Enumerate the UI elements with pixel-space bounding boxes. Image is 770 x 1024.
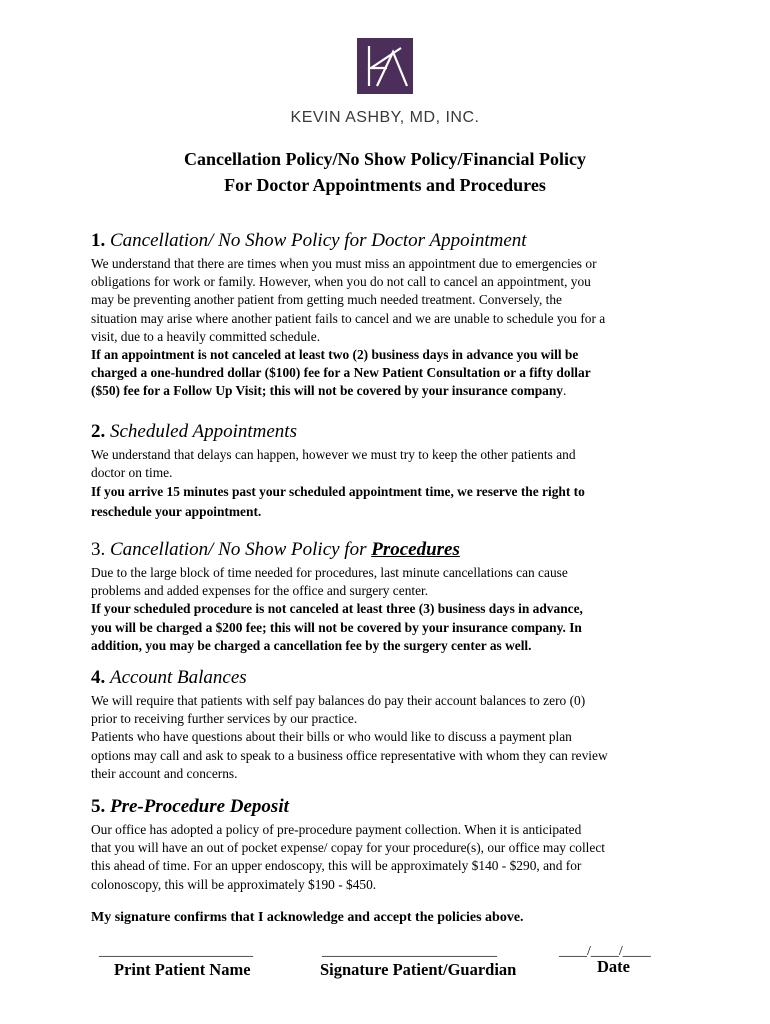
section-title: Account Balances	[110, 667, 247, 688]
bold-line: you will be charged a $200 fee; this will not be covered by your insurance company. In	[91, 619, 582, 635]
body-line: this ahead of time. For an upper endoscopy, this will be approximately $140 - $290, and for	[91, 858, 582, 874]
body-line: their account and concerns.	[91, 765, 238, 781]
section-scheduled-appointments	[91, 420, 691, 522]
signature-line[interactable]: _________________________	[322, 944, 497, 959]
bold-line: If you arrive 15 minutes past your scheduled appointment time, we reserve the right to	[91, 484, 585, 500]
section-heading	[91, 420, 691, 444]
logo-mark-icon	[357, 38, 413, 94]
body-line: situation may arise where another patient fails to cancel and we are unable to schedule you for a	[91, 310, 606, 326]
bold-line: charged a one-hundred dollar ($100) fee for a New Patient Consultation or a fifty dollar	[91, 365, 591, 381]
section-title: Cancellation/ No Show Policy for	[110, 539, 372, 560]
section-heading	[91, 229, 691, 253]
signature-confirmation: My signature confirms that I acknowledge and accept the policies above.	[91, 910, 524, 925]
section-cancellation-procedures	[91, 538, 691, 655]
body-line: We will require that patients with self pay balances do pay their account balances to zero (0)	[91, 693, 586, 708]
body-line: We understand that there are times when you must miss an appointment due to emergencies or	[91, 256, 597, 271]
section-account-balances	[91, 666, 691, 783]
signature-label: Signature Patient/Guardian	[320, 960, 517, 979]
body-line: problems and added expenses for the office and surgery center.	[91, 583, 429, 599]
section-title: Pre-Procedure Deposit	[110, 796, 289, 817]
body-line: prior to receiving further services by our practice.	[91, 711, 358, 727]
section-cancellation-appointment	[91, 229, 691, 401]
bold-line: reschedule your appointment.	[91, 504, 262, 520]
section-title: Cancellation/ No Show Policy for Doctor Appointment	[110, 230, 527, 251]
body-line: Patients who have questions about their bills or who would like to discuss a payment plan	[91, 729, 572, 745]
title-line-2: For Doctor Appointments and Procedures	[224, 175, 546, 195]
bold-line: ($50) fee for a Follow Up Visit; this will not be covered by your insurance company	[91, 383, 564, 399]
bold-line: If an appointment is not canceled at least two (2) business days in advance you will be	[91, 347, 579, 363]
section-heading	[91, 666, 691, 690]
section-number: 3.	[91, 539, 106, 560]
document-title	[0, 146, 770, 198]
body-line: We understand that delays can happen, however we must try to keep the other patients and	[91, 447, 576, 462]
section-number: 4.	[91, 667, 106, 688]
title-line-1: Cancellation Policy/No Show Policy/Financial Policy	[184, 149, 586, 169]
section-number: 1.	[91, 230, 106, 251]
section-heading	[91, 795, 691, 819]
logo	[0, 38, 770, 127]
date-line[interactable]: ____/____/____	[559, 944, 651, 959]
body-line: obligations for work or family. However, when you do not call to cancel an appointment, you	[91, 274, 591, 290]
section-heading	[91, 538, 691, 562]
section-title: Scheduled Appointments	[110, 421, 297, 442]
section-pre-procedure-deposit	[91, 795, 691, 894]
body-line: visit, due to a heavily committed schedule.	[91, 328, 321, 344]
date-label: Date	[597, 957, 630, 976]
logo-name: KEVIN ASHBY, MD, INC.	[290, 109, 480, 126]
body-line: may be preventing another patient from getting much needed treatment. Conversely, the	[91, 292, 562, 308]
body-line: colonoscopy, this will be approximately $190 - $450.	[91, 876, 377, 892]
body-line: doctor on time.	[91, 465, 173, 481]
section-number: 5.	[91, 796, 106, 817]
body-line: options may call and ask to speak to a business office representative with whom they can review	[91, 747, 608, 763]
bold-tail: .	[563, 383, 567, 399]
print-name-line[interactable]: ______________________	[99, 944, 253, 959]
body-line: Our office has adopted a policy of pre-procedure payment collection. When it is anticipated	[91, 822, 582, 837]
bold-line: If your scheduled procedure is not canceled at least three (3) business days in advance,	[91, 601, 583, 617]
bold-line: addition, you may be charged a cancellation fee by the surgery center as well.	[91, 637, 532, 653]
print-name-label: Print Patient Name	[114, 960, 251, 979]
body-line: Due to the large block of time needed for procedures, last minute cancellations can cause	[91, 565, 568, 580]
section-title-underlined: Procedures	[371, 539, 460, 560]
section-number: 2.	[91, 421, 106, 442]
body-line: that you will have an out of pocket expense/ copay for your procedure(s), our office may collect	[91, 840, 605, 856]
